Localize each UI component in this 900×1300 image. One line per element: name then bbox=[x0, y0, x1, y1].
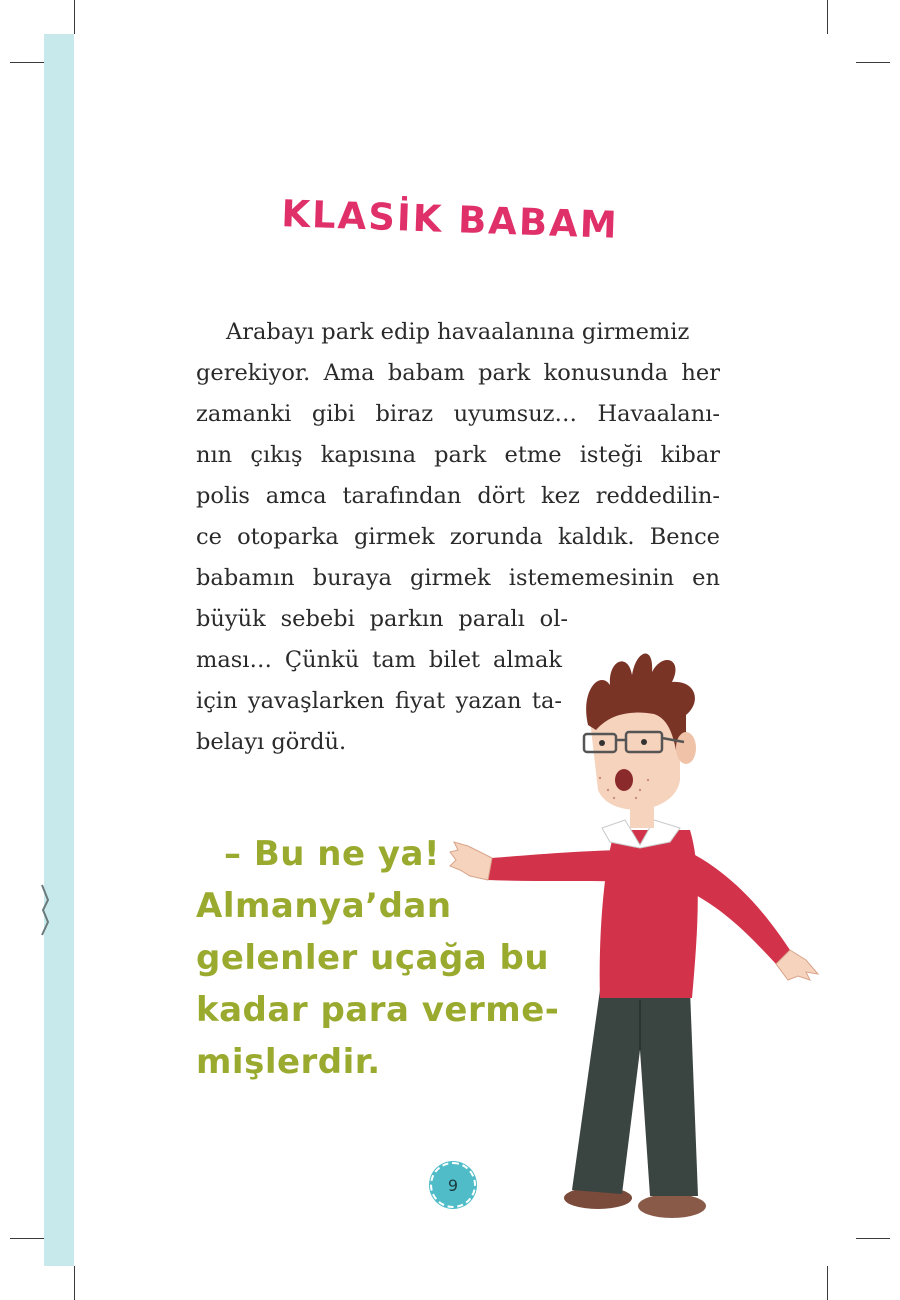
crop-mark bbox=[74, 0, 75, 34]
right-shoe bbox=[638, 1194, 706, 1218]
speech-line: mişlerdir. bbox=[196, 1042, 381, 1082]
trousers bbox=[572, 990, 698, 1196]
paragraph-line: zamanki gibi biraz uyumsuz… Havaalanı- bbox=[196, 401, 720, 427]
father-illustration bbox=[440, 630, 840, 1230]
crop-mark bbox=[10, 62, 44, 63]
crop-mark bbox=[74, 1266, 75, 1300]
crop-mark bbox=[856, 1238, 890, 1239]
paragraph-line: nın çıkış kapısına park etme isteği kibar bbox=[196, 442, 720, 468]
paragraph-line: polis amca tarafından dört kez reddedilin- bbox=[196, 483, 720, 509]
speech-line: kadar para verme- bbox=[196, 990, 560, 1030]
speech-line: – Bu ne ya! bbox=[224, 834, 441, 874]
left-hand bbox=[450, 842, 492, 880]
speech-line: Almanya’dan bbox=[196, 886, 452, 926]
page-title: KLASİK BABAM bbox=[280, 192, 620, 247]
paragraph-line: ce otoparka girmek zorunda kaldık. Bence bbox=[196, 524, 720, 550]
crop-mark bbox=[10, 1238, 44, 1239]
bleed-decoration bbox=[40, 880, 50, 940]
open-mouth bbox=[615, 769, 633, 791]
right-sleeve bbox=[690, 855, 790, 964]
crop-mark bbox=[827, 0, 828, 34]
paragraph-line: belayı gördü. bbox=[196, 729, 347, 755]
paragraph-line: babamın buraya girmek istememesinin en bbox=[196, 565, 720, 591]
paragraph-line: Arabayı park edip havaalanına girmemiz bbox=[226, 319, 690, 345]
paragraph-line: için yavaşlarken fiyat yazan ta- bbox=[196, 688, 562, 714]
page-number-badge: 9 bbox=[430, 1162, 476, 1208]
paragraph-line: büyük sebebi parkın paralı ol- bbox=[196, 606, 568, 632]
crop-mark bbox=[856, 62, 890, 63]
crop-mark bbox=[827, 1266, 828, 1300]
paragraph-line: ması… Çünkü tam bilet almak bbox=[196, 647, 562, 673]
speech-line: gelenler uçağa bu bbox=[196, 938, 550, 978]
red-sweater bbox=[600, 830, 698, 998]
paragraph-line: gerekiyor. Ama babam park konusunda her bbox=[196, 360, 720, 386]
